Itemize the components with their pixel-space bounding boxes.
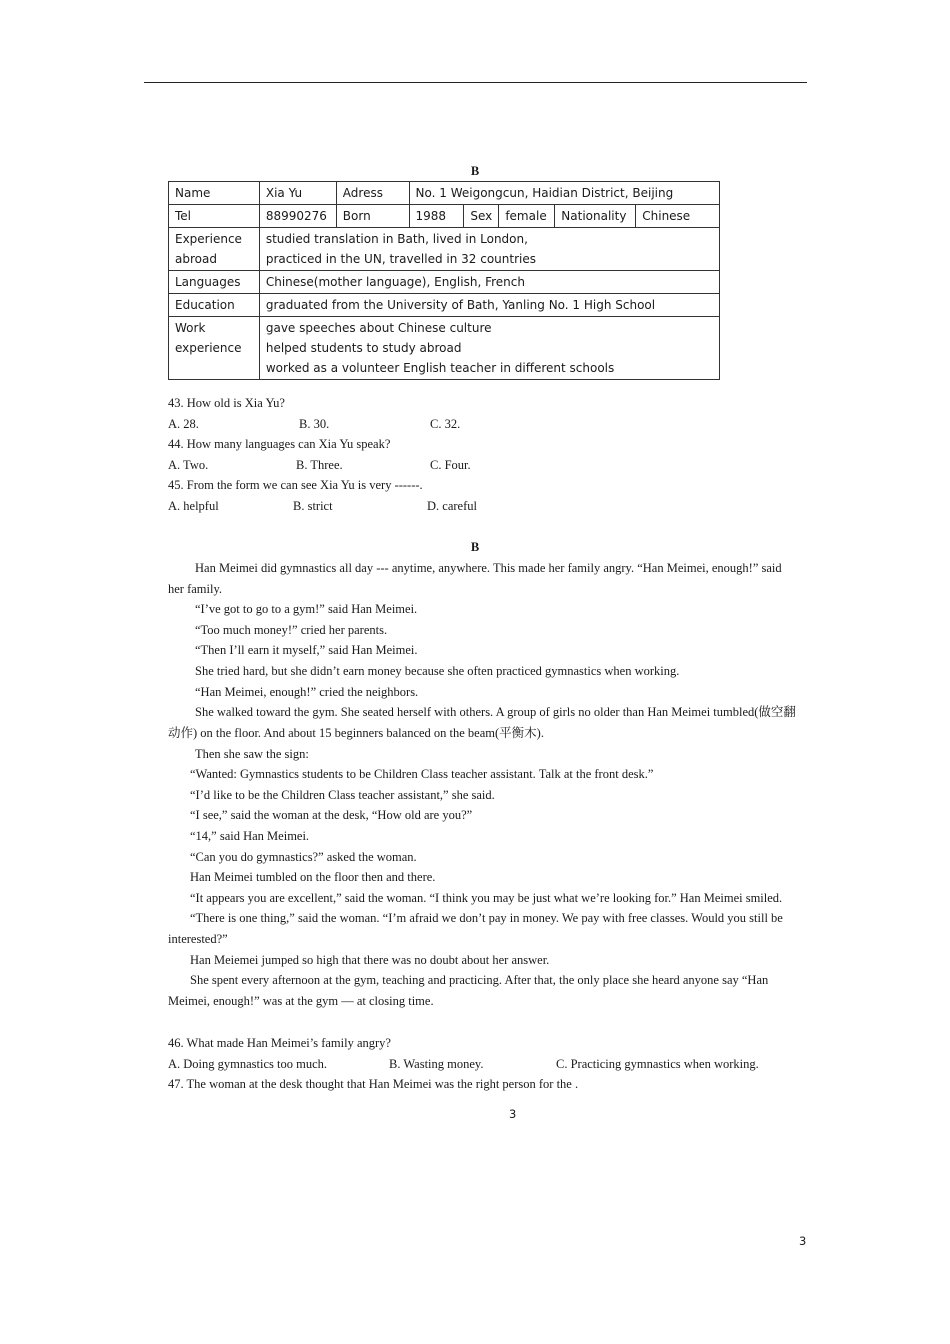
- q45-option-c: D. careful: [427, 499, 477, 513]
- profile-table: [168, 181, 720, 380]
- section-label: B: [470, 164, 480, 178]
- born-value: 1988: [409, 205, 464, 228]
- story-line: “Can you do gymnastics?” asked the woman.: [190, 850, 417, 864]
- q46-option-b: B. Wasting money.: [389, 1057, 484, 1071]
- tel-value: 88990276: [259, 205, 336, 228]
- story-line: “I’d like to be the Children Class teacher assistant,” she said.: [190, 788, 495, 802]
- inner-page-number: 3: [509, 1107, 517, 1121]
- table-row: [169, 228, 720, 271]
- sex-label: Sex: [464, 205, 499, 228]
- name-value: Xia Yu: [259, 182, 336, 205]
- education-label: Education: [169, 294, 260, 317]
- story-paragraph: She spent every afternoon at the gym, teaching and practicing. After that, the only place she heard anyone say “Han Meimei, enough!” was at the gym — at closing time.: [168, 973, 769, 1008]
- nationality-value: Chinese: [636, 205, 720, 228]
- story-line: “14,” said Han Meimei.: [190, 829, 310, 843]
- q45-option-a: A. helpful: [168, 499, 219, 513]
- story-line: Han Meimei tumbled on the floor then and there.: [190, 870, 436, 884]
- work-label: Work experience: [169, 317, 260, 380]
- q46-option-c: C. Practicing gymnastics when working.: [556, 1057, 759, 1071]
- story-line: “Wanted: Gymnastics students to be Children Class teacher assistant. Talk at the front desk.”: [190, 767, 654, 781]
- story-paragraph: Han Meimei did gymnastics all day --- anytime, anywhere. This made her family angry. “Han Meimei, enough!” said her family.: [168, 561, 782, 596]
- section-label: B: [470, 540, 480, 554]
- q44-option-b: B. Three.: [296, 458, 343, 472]
- story-paragraph: “There is one thing,” said the woman. “I’m afraid we don’t pay in money. We pay with free classes. Would you still be interested?”: [168, 911, 783, 946]
- tel-label: Tel: [169, 205, 260, 228]
- story-line: “I see,” said the woman at the desk, “How old are you?”: [190, 808, 473, 822]
- languages-label: Languages: [169, 271, 260, 294]
- q43-option-c: C. 32.: [430, 417, 461, 431]
- question-47: 47. The woman at the desk thought that Han Meimei was the right person for the .: [168, 1077, 579, 1091]
- table-row: [169, 294, 720, 317]
- story-paragraph: She walked toward the gym. She seated herself with others. A group of girls no older than Han Meimei tumbled(做空翻 动作) on the floor. And about 15 beginners balanced on the beam(平衡木).: [168, 705, 796, 740]
- question-46: 46. What made Han Meimei’s family angry?: [168, 1036, 391, 1050]
- q43-option-b: B. 30.: [299, 417, 330, 431]
- name-label: Name: [169, 182, 260, 205]
- nationality-label: Nationality: [555, 205, 636, 228]
- q44-option-a: A. Two.: [168, 458, 209, 472]
- story-line: Then she saw the sign:: [195, 747, 309, 761]
- story-line: “Han Meimei, enough!” cried the neighbors.: [195, 685, 419, 699]
- q43-option-a: A. 28.: [168, 417, 199, 431]
- question-43: 43. How old is Xia Yu?: [168, 396, 285, 410]
- question-44: 44. How many languages can Xia Yu speak?: [168, 437, 391, 451]
- story-line: “Too much money!” cried her parents.: [195, 623, 388, 637]
- born-label: Born: [336, 205, 409, 228]
- story-line: “I’ve got to go to a gym!” said Han Meimei.: [195, 602, 418, 616]
- sex-value: female: [499, 205, 555, 228]
- table-row: [169, 317, 720, 380]
- table-row: [169, 182, 720, 205]
- story-line: “Then I’ll earn it myself,” said Han Meimei.: [195, 643, 418, 657]
- story-line: “It appears you are excellent,” said the woman. “I think you may be just what we’re looking for.” Han Meimei smiled.: [190, 891, 783, 905]
- q46-option-a: A. Doing gymnastics too much.: [168, 1057, 328, 1071]
- experience-label: Experience abroad: [169, 228, 260, 271]
- address-value: No. 1 Weigongcun, Haidian District, Beijing: [409, 182, 719, 205]
- q44-option-c: C. Four.: [430, 458, 471, 472]
- table-row: [169, 271, 720, 294]
- table-row: [169, 205, 720, 228]
- languages-value: Chinese(mother language), English, French: [259, 271, 719, 294]
- work-value: gave speeches about Chinese culture helped students to study abroad worked as a volunteer English teacher in different schools: [259, 317, 719, 380]
- q45-option-b: B. strict: [293, 499, 333, 513]
- education-value: graduated from the University of Bath, Yanling No. 1 High School: [259, 294, 719, 317]
- question-45: 45. From the form we can see Xia Yu is very ------.: [168, 478, 423, 492]
- address-label: Adress: [336, 182, 409, 205]
- story-line: She tried hard, but she didn’t earn money because she often practiced gymnastics when working.: [195, 664, 680, 678]
- experience-value: studied translation in Bath, lived in London, practiced in the UN, travelled in 32 countries: [259, 228, 719, 271]
- story-line: Han Meiemei jumped so high that there was no doubt about her answer.: [190, 953, 550, 967]
- page-number: 3: [799, 1234, 807, 1248]
- header-rule: [144, 82, 807, 83]
